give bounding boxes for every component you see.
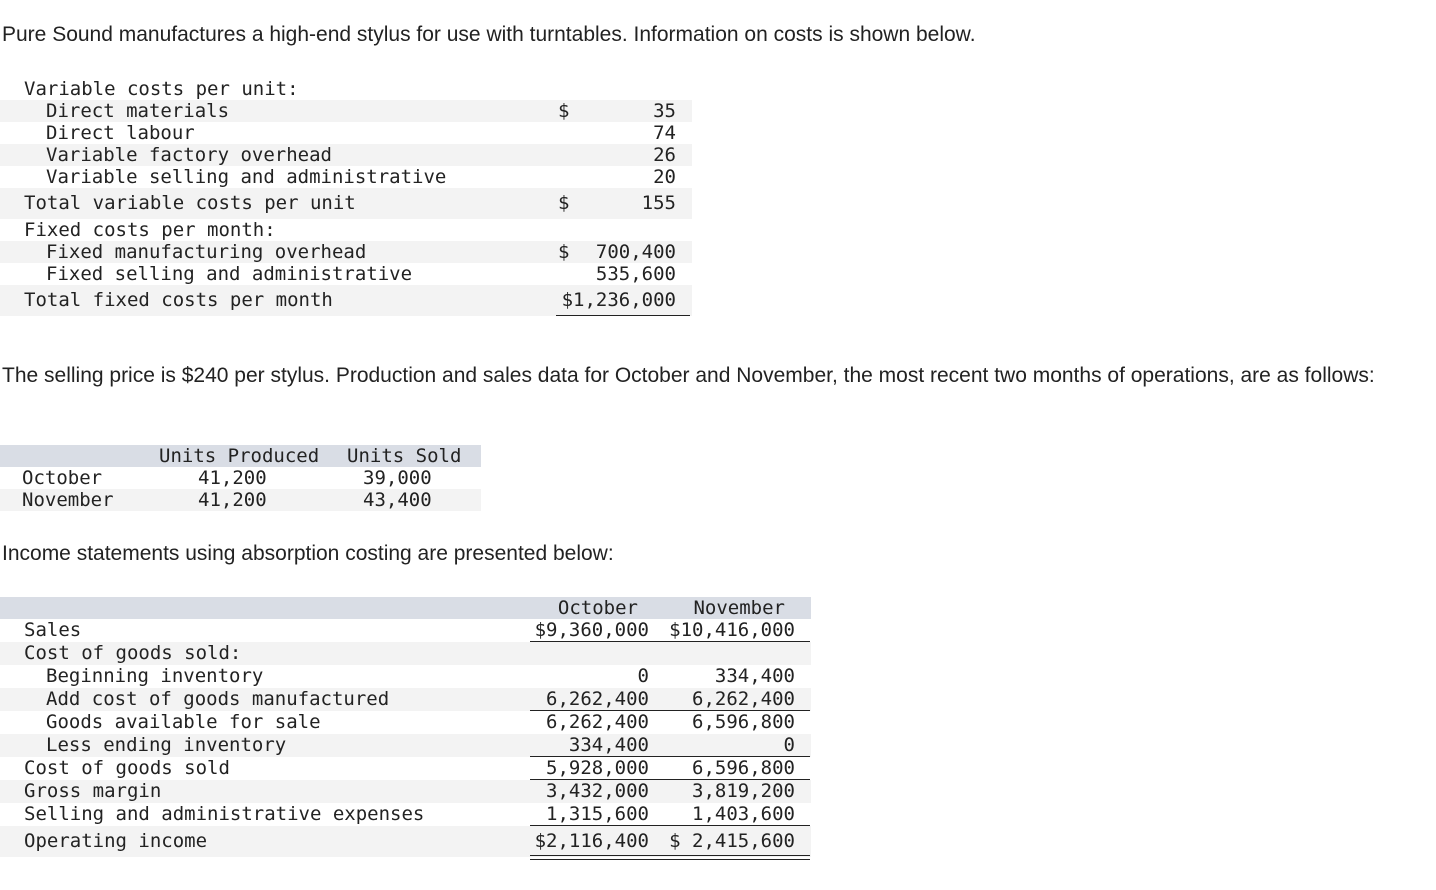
october-value: 6,262,400 [546, 711, 649, 733]
income-row-operating-income [0, 826, 811, 857]
currency-sign: $ [558, 192, 570, 214]
cost-row-fixed-manufacturing [0, 241, 692, 263]
cost-row-variable-header [0, 78, 692, 100]
gross-margin-label: Gross margin [24, 780, 162, 802]
income-row-gross-margin [0, 780, 811, 803]
income-header-row [0, 597, 811, 619]
selling-price-text: The selling price is $240 per stylus. Production and sales data for October and November, the most recent two months of operations, are as follows: [2, 364, 1375, 387]
variable-selling-admin-label: Variable selling and administrative [46, 166, 447, 188]
total-rule-upper [530, 855, 810, 856]
operating-income-label: Operating income [24, 830, 208, 852]
cost-row-total-variable [0, 188, 692, 219]
cogs-label: Cost of goods sold [24, 757, 230, 779]
november-value: 6,262,400 [692, 688, 795, 710]
production-row-october [0, 467, 481, 489]
october-value: 0 [637, 665, 649, 687]
cost-row-variable-factory-overhead [0, 144, 692, 166]
beginning-inventory-label: Beginning inventory [46, 665, 264, 687]
production-header-row [0, 445, 481, 467]
variable-factory-overhead-label: Variable factory overhead [46, 144, 332, 166]
income-row-cogs-header [0, 642, 811, 665]
production-table [0, 445, 481, 511]
direct-materials-label: Direct materials [46, 100, 230, 122]
units-sold-value: 39,000 [363, 467, 432, 489]
cost-manufactured-label: Add cost of goods manufactured [46, 688, 390, 710]
october-header: October [557, 597, 638, 619]
total-fixed-value: $1,236,000 [561, 289, 676, 311]
variable-factory-overhead-value: 26 [653, 144, 676, 166]
direct-materials-value: 35 [653, 100, 676, 122]
total-variable-label: Total variable costs per unit [24, 192, 356, 214]
october-value: $9,360,000 [534, 619, 649, 641]
cogs-header: Cost of goods sold: [24, 642, 242, 664]
production-row-november [0, 489, 481, 511]
variable-costs-header: Variable costs per unit: [24, 78, 299, 100]
november-value: 6,596,800 [692, 757, 795, 779]
fixed-manufacturing-label: Fixed manufacturing overhead [46, 241, 367, 263]
currency-sign: $ [558, 241, 570, 263]
goods-available-label: Goods available for sale [46, 711, 321, 733]
currency-sign: $ [558, 100, 570, 122]
income-row-ending-inventory [0, 734, 811, 757]
fixed-costs-header: Fixed costs per month: [24, 219, 276, 241]
november-value: 6,596,800 [692, 711, 795, 733]
november-value: $ 2,415,600 [669, 830, 795, 852]
cost-row-fixed-header [0, 219, 692, 241]
october-value: $2,116,400 [534, 830, 649, 852]
fixed-selling-admin-value: 535,600 [595, 263, 676, 285]
november-value: 1,403,600 [692, 803, 795, 825]
units-produced-header: Units Produced [159, 445, 320, 467]
november-value: $10,416,000 [669, 619, 795, 641]
income-intro-text: Income statements using absorption costing are presented below: [2, 542, 614, 565]
selling-admin-label: Selling and administrative expenses [24, 803, 425, 825]
fixed-selling-admin-label: Fixed selling and administrative [46, 263, 413, 285]
income-row-sales [0, 619, 811, 642]
direct-labour-label: Direct labour [46, 122, 195, 144]
october-value: 5,928,000 [546, 757, 649, 779]
income-row-cost-manufactured [0, 688, 811, 711]
october-value: 1,315,600 [546, 803, 649, 825]
income-statement-table [0, 597, 811, 857]
units-produced-value: 41,200 [198, 467, 267, 489]
november-value: 3,819,200 [692, 780, 795, 802]
october-value: 334,400 [568, 734, 649, 756]
ending-inventory-label: Less ending inventory [46, 734, 287, 756]
october-value: 6,262,400 [546, 688, 649, 710]
total-fixed-label: Total fixed costs per month [24, 289, 333, 311]
fixed-manufacturing-value: 700,400 [595, 241, 676, 263]
units-produced-value: 41,200 [198, 489, 267, 511]
sales-label: Sales [24, 619, 82, 641]
cost-row-variable-selling-admin [0, 166, 692, 188]
intro-text: Pure Sound manufactures a high-end stylus for use with turntables. Information on costs is shown below. [2, 23, 976, 46]
month-label: November [22, 489, 114, 511]
november-header: November [693, 597, 785, 619]
income-row-selling-admin [0, 803, 811, 826]
cost-row-direct-materials [0, 100, 692, 122]
cost-row-total-fixed [0, 285, 692, 316]
cost-table [0, 78, 692, 316]
variable-selling-admin-value: 20 [653, 166, 676, 188]
month-label: October [22, 467, 103, 489]
income-row-beginning-inventory [0, 665, 811, 688]
units-sold-value: 43,400 [363, 489, 432, 511]
total-variable-value: 155 [641, 192, 676, 214]
income-row-goods-available [0, 711, 811, 734]
october-value: 3,432,000 [546, 780, 649, 802]
total-rule-lower [530, 859, 810, 860]
november-value: 334,400 [714, 665, 795, 687]
cost-row-fixed-selling-admin [0, 263, 692, 285]
total-rule [556, 315, 690, 316]
november-value: 0 [783, 734, 795, 756]
units-sold-header: Units Sold [347, 445, 462, 467]
income-row-cogs [0, 757, 811, 780]
direct-labour-value: 74 [653, 122, 676, 144]
cost-row-direct-labour [0, 122, 692, 144]
